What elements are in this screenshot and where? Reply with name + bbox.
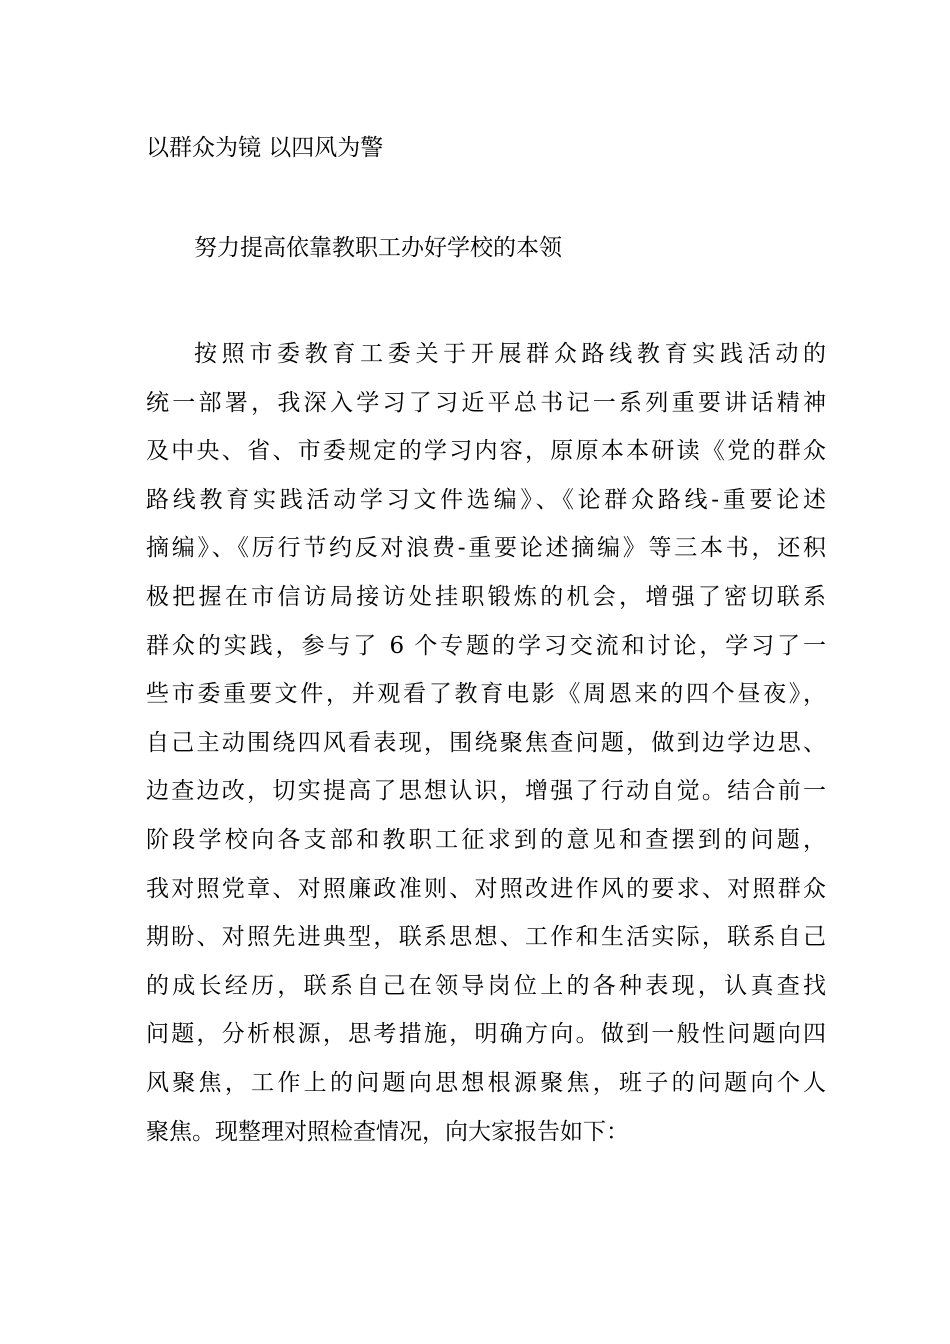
paragraph-line: 风聚焦，工作上的问题向思想根源聚焦，班子的问题向个人 bbox=[146, 1069, 826, 1096]
paragraph-line: 摘编》、《厉行节约反对浪费-重要论述摘编》等三本书，还积 bbox=[146, 535, 826, 562]
paragraph-line: 路线教育实践活动学习文件选编》、《论群众路线-重要论述 bbox=[146, 486, 826, 513]
paragraph-line: 统一部署，我深入学习了习近平总书记一系列重要讲话精神 bbox=[146, 389, 826, 416]
paragraph-line: 边查边改，切实提高了思想认识，增强了行动自觉。结合前一 bbox=[146, 778, 826, 805]
paragraph-line: 问题，分析根源，思考措施，明确方向。做到一般性问题向四 bbox=[146, 1021, 826, 1048]
paragraph-line: 群众的实践，参与了 6 个专题的学习交流和讨论，学习了一 bbox=[146, 632, 826, 659]
paragraph-line: 及中央、省、市委规定的学习内容，原原本本研读《党的群众 bbox=[146, 438, 826, 465]
paragraph-line: 按照市委教育工委关于开展群众路线教育实践活动的 bbox=[194, 341, 826, 367]
body-paragraph bbox=[146, 330, 826, 1156]
paragraph-line: 阶段学校向各支部和教职工征求到的意见和查摆到的问题， bbox=[146, 826, 826, 853]
paragraph-line: 些市委重要文件，并观看了教育电影《周恩来的四个昼夜》， bbox=[146, 681, 826, 708]
paragraph-line: 聚焦。现整理对照检查情况，向大家报告如下： bbox=[146, 1118, 629, 1145]
document-title: 以群众为镜 以四风为警 bbox=[146, 135, 384, 161]
paragraph-line: 自己主动围绕四风看表现，围绕聚焦查问题，做到边学边思、 bbox=[146, 729, 826, 756]
paragraph-line: 的成长经历，联系自己在领导岗位上的各种表现，认真查找 bbox=[146, 972, 826, 999]
paragraph-line: 期盼、对照先进典型，联系思想、工作和生活实际，联系自己 bbox=[146, 924, 826, 951]
document-subtitle: 努力提高依靠教职工办好学校的本领 bbox=[194, 235, 562, 261]
paragraph-line: 极把握在市信访局接访处挂职锻炼的机会，增强了密切联系 bbox=[146, 583, 826, 610]
paragraph-line: 我对照党章、对照廉政准则、对照改进作风的要求、对照群众 bbox=[146, 875, 826, 902]
